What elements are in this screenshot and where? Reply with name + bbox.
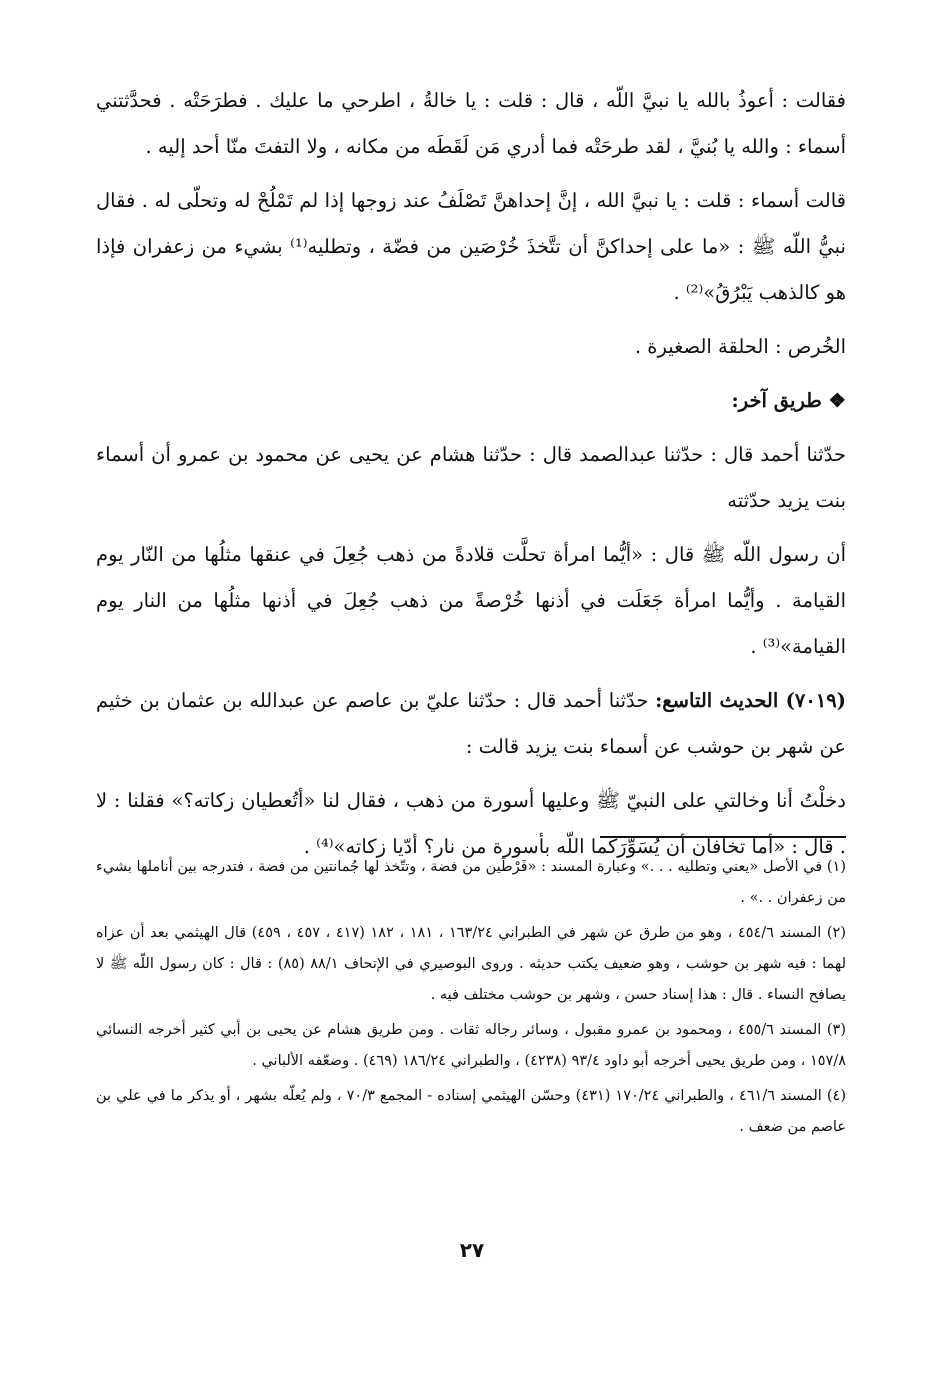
footnote-2: (٢) المسند ٤٥٤/٦ ، وهو من طرق عن شهر في الطبراني ١٦٣/٢٤ ، ١٨١ ، ١٨٢ (٤١٧ ، ٤٥٧ ، ٤٥٩) قال الهيثمي بعد أن عزاه لهما : فيه شهر بن حوشب ، وهو ضعيف يكتب حديثه . وروى البوصيري في الإتحاف ٨٨/١ (٨٥) : قال : كان رسول اللّه ﷺ لا يصافح النساء . قال : هذا إسناد حسن ، وشهر بن حوشب مختلف فيه . [96, 925, 846, 1003]
paragraph-isnad: حدّثنا أحمد قال : حدّثنا عبدالصمد قال : حدّثنا هشام عن يحيى عن محمود بن عمرو أن أسماء بنت يزيد حدّثته [96, 443, 846, 512]
paragraph-hadith: أن رسول اللّه ﷺ قال : «أيُّما امرأة تحلَّت قلادةً من ذهب جُعِلَ في عنقها مثلُها من النّار يوم القيامة . وأيُّما امرأة جَعَلَت في أذنها خُرْصةً من ذهب جُعِلَ في أذنها مثلُها من النار يوم القيامة»⁽³⁾ . [96, 543, 846, 658]
page-number: ٢٧ [459, 1238, 485, 1262]
footnote-1: (١) في الأصل «يعني وتطليه . . .» وعبارة المسند : «فَرْطَين من فضة ، وتتّخذ لها جُمانتين من فضة ، فتدرجه بين أناملها بشيء من زعفران . .» . [96, 859, 846, 906]
paragraph-ninth-hadith [96, 678, 846, 770]
definition-paragraph: الخُرص : الحلقة الصغيرة . [634, 335, 846, 358]
hadith-number-title: (٧٠١٩) الحديث التاسع: [655, 689, 846, 712]
footnote-divider [600, 836, 846, 838]
paragraph-1: فقالت : أعوذُ بالله يا نبيَّ اللّه ، قال : قلت : يا خالةُ ، اطرحي ما عليك . فطرَحَتْه . فحدَّثتني أسماء : والله يا بُنيَّ ، لقد طرحَتْه فما أدري مَن لَقَطَه من مكانه ، ولا التفتَ منّا أحد إليه . [96, 89, 846, 158]
footnotes [96, 852, 846, 1147]
paragraph-zakat: دخلْتُ أنا وخالتي على النبيّ ﷺ وعليها أسورة من ذهب ، فقال لنا «أتُعطيان زكاته؟» فقلنا : لا . قال : «أما تخافان أن يُسَوِّرَكما اللّه بأسورة من نار؟ أدّيا زكاته»⁽⁴⁾ . [96, 789, 846, 858]
paragraph-2: قالت أسماء : قلت : يا نبيَّ الله ، إنَّ إحداهنَّ تَصْلَفُ عند زوجها إذا لم تَمْلُحْ له وتحلّى له . فقال نبيُّ اللّه ﷺ : «ما على إحداكنَّ أن تتَّخذَ خُرْصَين من فضّة ، وتطليه⁽¹⁾ بشيء من زعفران فإذا هو كالذهب يَبْرُقُ»⁽²⁾ . [96, 189, 846, 304]
footnote-3: (٣) المسند ٤٥٥/٦ ، ومحمود بن عمرو مقبول ، وسائر رجاله ثقات . ومن طريق هشام عن يحيى بن أبي كثير أخرجه النسائي ١٥٧/٨ ، ومن طريق يحيى أخرجه أبو داود ٩٣/٤ (٤٢٣٨) ، والطبراني ١٨٦/٢٤ (٤٦٩) . وضعّفه الألباني . [96, 1022, 846, 1069]
footnote-4: (٤) المسند ٤٦١/٦ ، والطبراني ١٧٠/٢٤ (٤٣١) وحسّن الهيثمي إسناده - المجمع ٧٠/٣ ، ولم يُعلّه بشهر ، أو يذكر ما في علي بن عاصم من ضعف . [96, 1088, 846, 1135]
section-heading: ❖ طريق آخر: [731, 389, 846, 412]
main-text [96, 78, 846, 878]
hadith-isnad-text: حدّثنا أحمد قال : حدّثنا عليّ بن عاصم عن عبدالله بن عثمان بن خثيم عن شهر بن حوشب عن أسماء بنت يزيد قالت : [96, 689, 846, 758]
